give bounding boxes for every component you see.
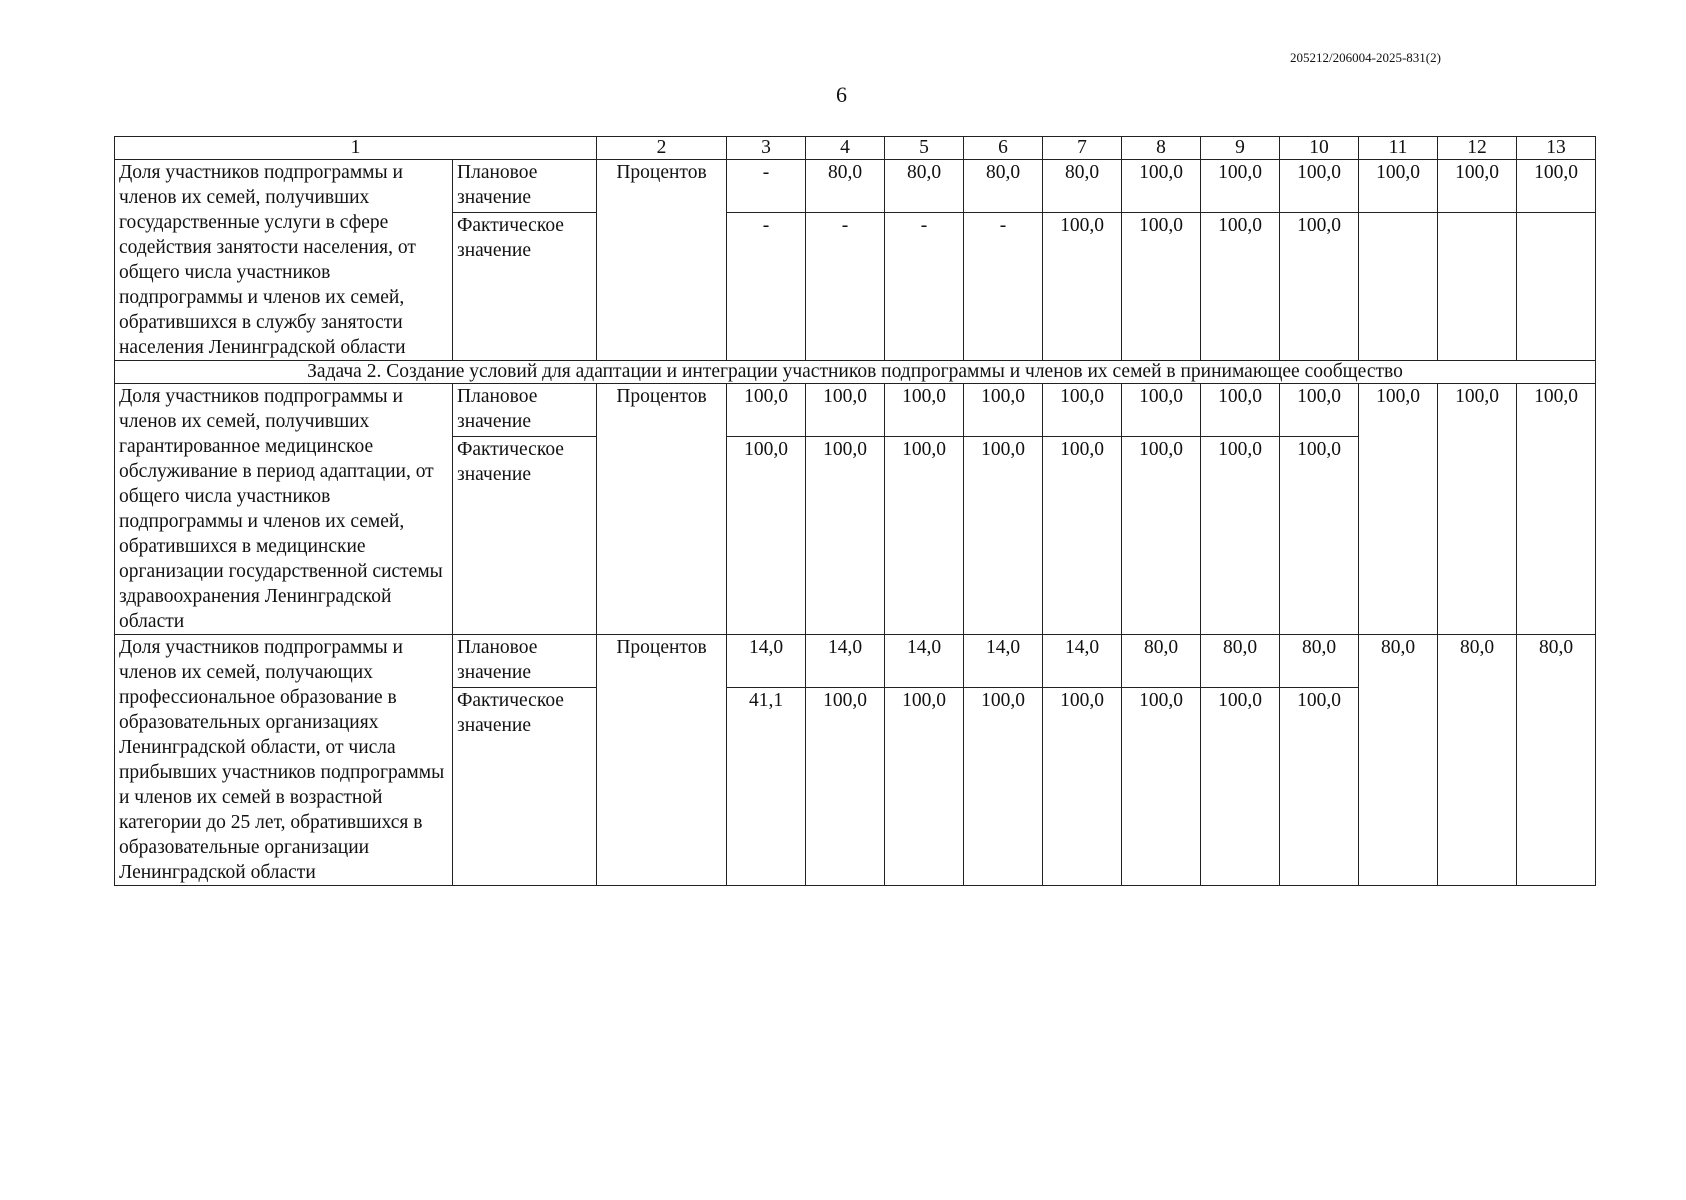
plan-value: 100,0 (1517, 160, 1596, 213)
fact-value: 100,0 (1122, 688, 1201, 886)
fact-value: 100,0 (1201, 688, 1280, 886)
plan-value: 80,0 (964, 160, 1043, 213)
column-number: 12 (1438, 137, 1517, 160)
fact-value: 100,0 (1122, 437, 1201, 635)
plan-value: 14,0 (806, 635, 885, 688)
column-number: 11 (1359, 137, 1438, 160)
fact-value: 100,0 (727, 437, 806, 635)
fact-value: 100,0 (806, 437, 885, 635)
fact-value: 100,0 (806, 688, 885, 886)
plan-value: 100,0 (1517, 384, 1596, 635)
fact-value: 100,0 (1043, 437, 1122, 635)
plan-value: 100,0 (1280, 160, 1359, 213)
plan-value: 14,0 (727, 635, 806, 688)
fact-value (1359, 213, 1438, 361)
plan-value: 80,0 (1280, 635, 1359, 688)
fact-value: 100,0 (1043, 213, 1122, 361)
fact-value: 100,0 (964, 688, 1043, 886)
table-row (115, 384, 1596, 437)
column-number: 2 (597, 137, 727, 160)
table-row (115, 160, 1596, 213)
plan-value: 100,0 (1122, 160, 1201, 213)
plan-value: 100,0 (1280, 384, 1359, 437)
plan-value: 100,0 (1122, 384, 1201, 437)
column-number: 1 (115, 137, 597, 160)
unit-cell: Процентов (597, 384, 727, 635)
indicator-name: Доля участников подпрограммы и членов их семей, получающих профессиональное образование в образовательных организациях Ленинградской области, от числа прибывших участников подпрограммы и членов их семей в возрастной категории до 25 лет, обратившихся в образовательные организации Ленинградской области (115, 635, 453, 886)
fact-value: 100,0 (1122, 213, 1201, 361)
table-row (115, 635, 1596, 688)
fact-value: 100,0 (1201, 213, 1280, 361)
fact-label: Фактическое значение (453, 437, 597, 635)
plan-value: 100,0 (1438, 384, 1517, 635)
plan-value: 14,0 (885, 635, 964, 688)
plan-value: - (727, 160, 806, 213)
indicators-table (114, 136, 1596, 886)
plan-value: 80,0 (1517, 635, 1596, 886)
fact-label: Фактическое значение (453, 688, 597, 886)
indicator-name: Доля участников подпрограммы и членов их семей, получивших гарантированное медицинское обслуживание в период адаптации, от общего числа участников подпрограммы и членов их семей, обратившихся в медицинские организации государственной системы здравоохранения Ленинградской области (115, 384, 453, 635)
header-row (115, 137, 1596, 160)
fact-value: 100,0 (885, 688, 964, 886)
plan-value: 80,0 (1359, 635, 1438, 886)
fact-value (1517, 213, 1596, 361)
plan-value: 80,0 (1122, 635, 1201, 688)
column-number: 4 (806, 137, 885, 160)
plan-value: 100,0 (1201, 384, 1280, 437)
column-number: 13 (1517, 137, 1596, 160)
plan-value: 100,0 (1438, 160, 1517, 213)
plan-value: 100,0 (1359, 384, 1438, 635)
unit-cell: Процентов (597, 160, 727, 361)
plan-value: 80,0 (1201, 635, 1280, 688)
fact-value: 100,0 (1280, 437, 1359, 635)
plan-value: 100,0 (964, 384, 1043, 437)
plan-value: 80,0 (885, 160, 964, 213)
document-id: 205212/206004-2025-831(2) (1290, 50, 1441, 65)
fact-value: - (806, 213, 885, 361)
plan-value: 100,0 (1359, 160, 1438, 213)
fact-value: 100,0 (1280, 213, 1359, 361)
page-number: 6 (836, 82, 847, 107)
plan-label: Плановое значение (453, 384, 597, 437)
plan-value: 100,0 (1201, 160, 1280, 213)
plan-label: Плановое значение (453, 635, 597, 688)
fact-value (1438, 213, 1517, 361)
fact-label: Фактическое значение (453, 213, 597, 361)
plan-value: 100,0 (727, 384, 806, 437)
column-number: 9 (1201, 137, 1280, 160)
unit-cell: Процентов (597, 635, 727, 886)
plan-value: 14,0 (964, 635, 1043, 688)
column-number: 10 (1280, 137, 1359, 160)
plan-value: 14,0 (1043, 635, 1122, 688)
fact-value: 100,0 (1043, 688, 1122, 886)
column-number: 8 (1122, 137, 1201, 160)
fact-value: 100,0 (1280, 688, 1359, 886)
column-number: 3 (727, 137, 806, 160)
plan-value: 80,0 (1438, 635, 1517, 886)
plan-value: 100,0 (1043, 384, 1122, 437)
indicator-name: Доля участников подпрограммы и членов их семей, получивших государственные услуги в сфере содействия занятости населения, от общего числа участников подпрограммы и членов их семей, обратившихся в службу занятости населения Ленинградской области (115, 160, 453, 361)
column-number: 7 (1043, 137, 1122, 160)
fact-value: 100,0 (1201, 437, 1280, 635)
task-heading: Задача 2. Создание условий для адаптации и интеграции участников подпрограммы и членов их семей в принимающее сообщество (115, 361, 1596, 384)
fact-value: 41,1 (727, 688, 806, 886)
plan-value: 80,0 (806, 160, 885, 213)
fact-value: - (727, 213, 806, 361)
plan-value: 100,0 (806, 384, 885, 437)
column-number: 6 (964, 137, 1043, 160)
fact-value: 100,0 (964, 437, 1043, 635)
column-number: 5 (885, 137, 964, 160)
plan-label: Плановое значение (453, 160, 597, 213)
fact-value: - (964, 213, 1043, 361)
task-row (115, 361, 1596, 384)
fact-value: 100,0 (885, 437, 964, 635)
plan-value: 80,0 (1043, 160, 1122, 213)
plan-value: 100,0 (885, 384, 964, 437)
fact-value: - (885, 213, 964, 361)
